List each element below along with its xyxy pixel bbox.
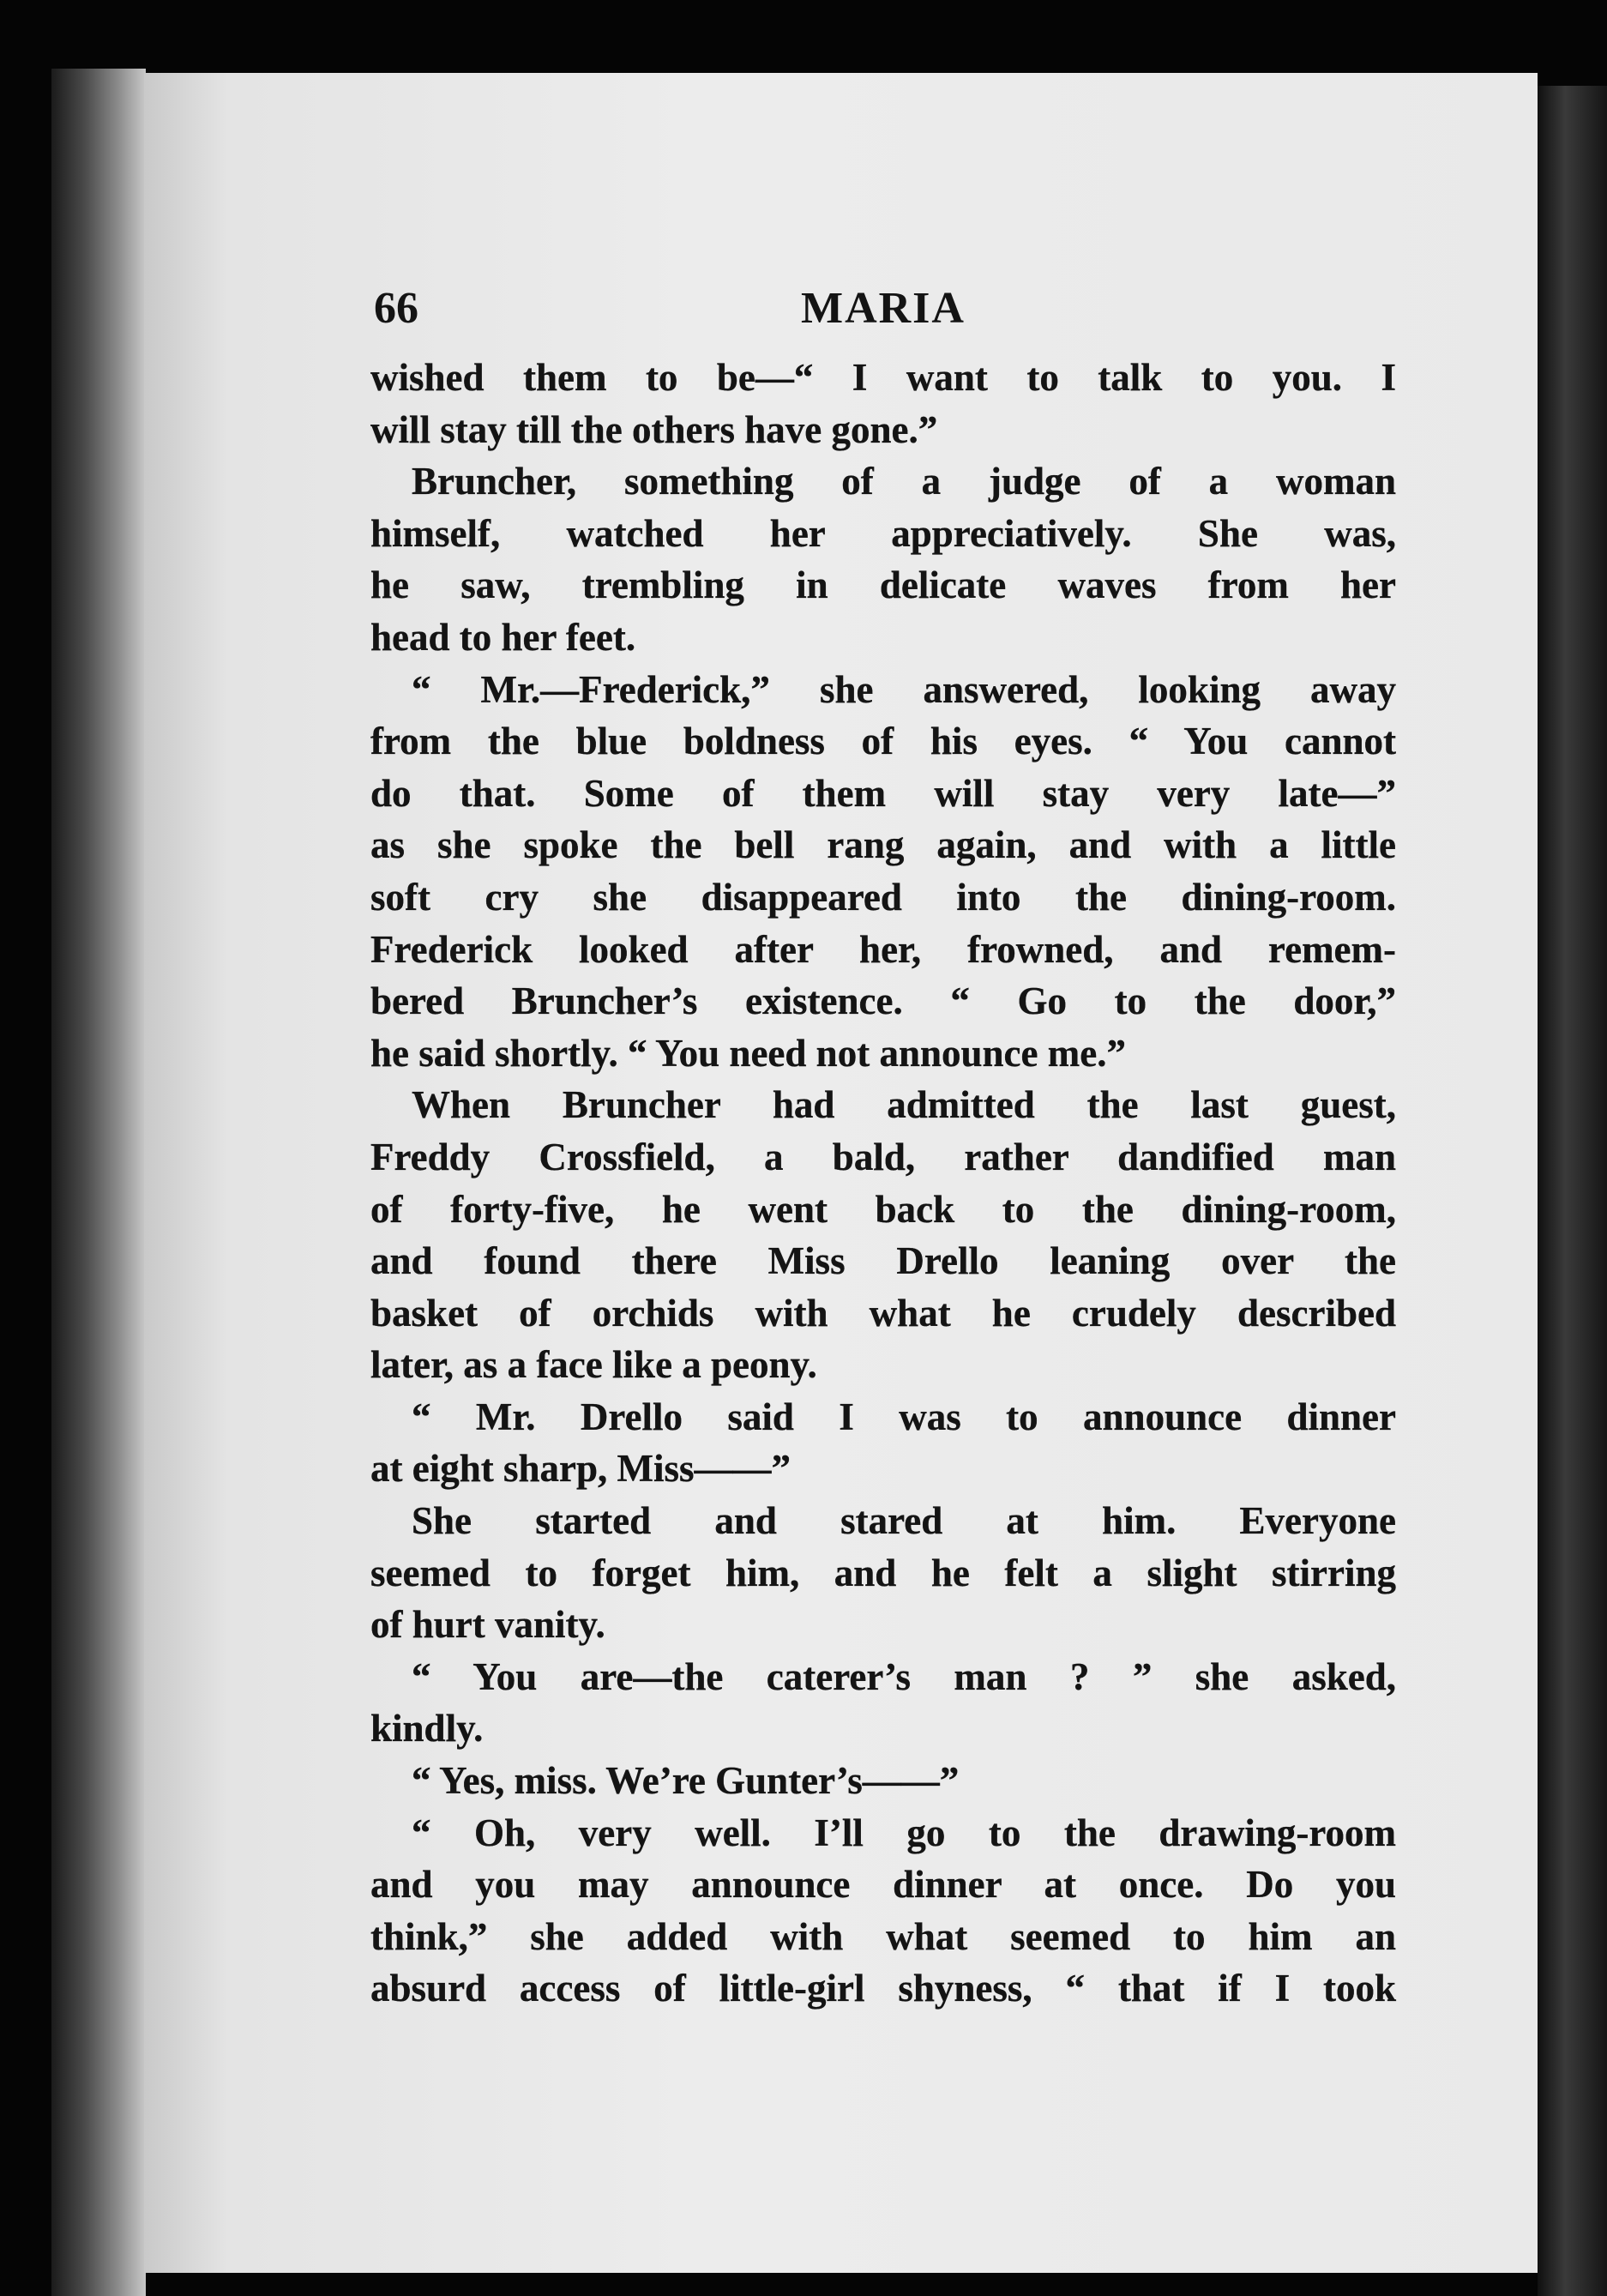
text-line: think,” she added with what seemed to him an xyxy=(370,1914,1396,1958)
running-head xyxy=(370,281,1396,336)
text-line: kindly. xyxy=(370,1707,484,1751)
text-line: basket of orchids with what he crudely described xyxy=(370,1291,1396,1335)
text-line: absurd access of little-girl shyness, “ that if I took xyxy=(370,1967,1396,2010)
text-line: bered Bruncher’s existence. “ Go to the door,” xyxy=(370,979,1396,1023)
text-line: “ You are—the caterer’s man ? ” she asked, xyxy=(412,1654,1396,1698)
text-line: “ Yes, miss. We’re Gunter’s——” xyxy=(412,1759,960,1803)
text-line: himself, watched her appreciatively. She was, xyxy=(370,511,1396,555)
text-line: Freddy Crossfield, a bald, rather dandified man xyxy=(370,1135,1396,1178)
text-line: he saw, trembling in delicate waves from her xyxy=(370,563,1396,607)
text-line: at eight sharp, Miss——” xyxy=(370,1447,791,1491)
page-text-block xyxy=(370,281,1396,2015)
text-line: later, as a face like a peony. xyxy=(370,1343,817,1387)
book-spine-shadow xyxy=(51,69,146,2296)
book-page-edge xyxy=(1538,86,1607,2296)
text-line: “ Mr.—Frederick,” she answered, looking away xyxy=(412,667,1396,711)
page-number: 66 xyxy=(374,284,418,333)
text-line: “ Mr. Drello said I was to announce dinner xyxy=(412,1395,1396,1438)
text-line: he said shortly. “ You need not announce me.” xyxy=(370,1031,1126,1075)
text-line: When Bruncher had admitted the last guest, xyxy=(412,1083,1396,1127)
text-line: Frederick looked after her, frowned, and remem- xyxy=(370,927,1396,971)
text-line: and you may announce dinner at once. Do you xyxy=(370,1863,1396,1907)
text-line: from the blue boldness of his eyes. “ You cannot xyxy=(370,720,1396,763)
text-line: seemed to forget him, and he felt a slight stirring xyxy=(370,1551,1396,1594)
text-line: and found there Miss Drello leaning over the xyxy=(370,1239,1396,1283)
text-line: head to her feet. xyxy=(370,615,636,659)
text-line: wished them to be—“ I want to talk to you. I xyxy=(370,356,1396,399)
text-line: will stay till the others have gone.” xyxy=(370,407,938,451)
text-line: as she spoke the bell rang again, and with a little xyxy=(370,823,1396,867)
text-line: She started and stared at him. Everyone xyxy=(412,1499,1396,1543)
text-line: soft cry she disappeared into the dining-room. xyxy=(370,875,1396,919)
text-line: “ Oh, very well. I’ll go to the drawing-room xyxy=(412,1811,1396,1854)
text-line: Bruncher, something of a judge of a woman xyxy=(412,460,1396,503)
text-line: do that. Some of them will stay very late—” xyxy=(370,771,1396,815)
running-head-title: MARIA xyxy=(801,284,966,333)
text-line: of forty-five, he went back to the dining-room, xyxy=(370,1187,1396,1231)
text-line: of hurt vanity. xyxy=(370,1603,605,1647)
body-text xyxy=(370,352,1396,2015)
